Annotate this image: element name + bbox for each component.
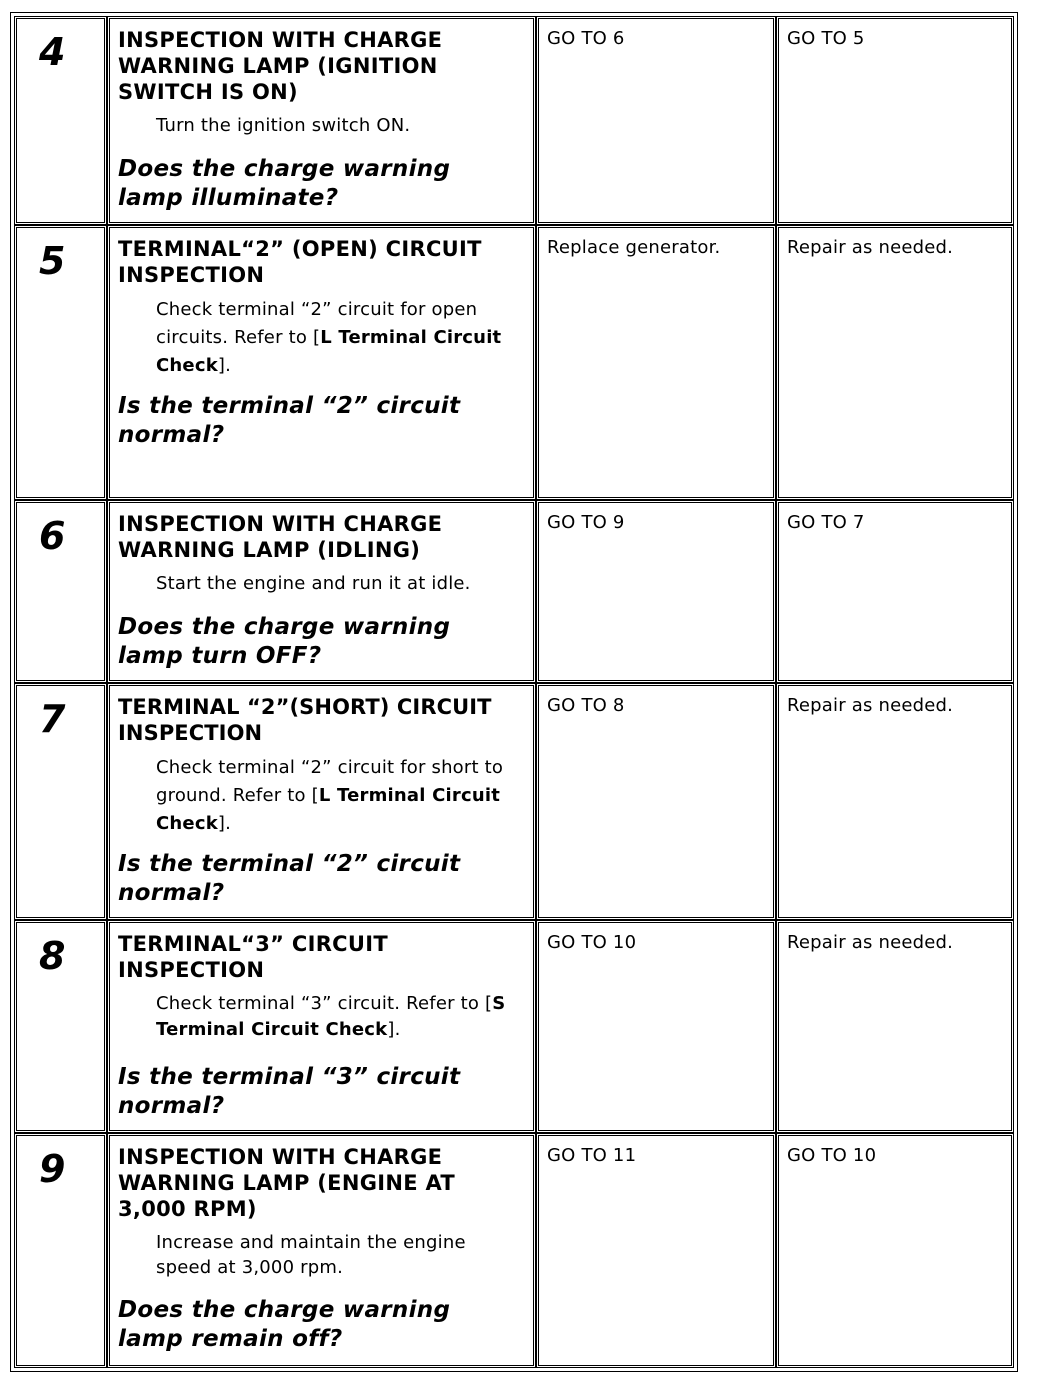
step-instruction: Increase and maintain the engine speed at 3,000 rpm. (156, 1232, 466, 1278)
no-action: GO TO 5 (787, 28, 865, 49)
step-number-cell (14, 225, 107, 500)
instruction-text: Check terminal “2” circuit for short to ground. Refer to [ (156, 757, 504, 806)
instruction-text: Check terminal “3” circuit. Refer to [ (156, 993, 493, 1014)
procedure-cell (107, 500, 536, 683)
step-instruction: Turn the ignition switch ON. (156, 115, 411, 136)
yes-action: GO TO 6 (547, 28, 625, 49)
procedure-cell (107, 225, 536, 500)
yes-action: GO TO 10 (547, 932, 637, 953)
step-instruction (156, 754, 516, 838)
step-number-cell (14, 1133, 107, 1368)
step-number-cell (14, 16, 107, 225)
yes-cell (536, 683, 776, 920)
yes-cell (536, 920, 776, 1133)
step-question: Is the terminal “2” circuit normal? (118, 393, 461, 448)
yes-cell (536, 225, 776, 500)
procedure-cell (107, 16, 536, 225)
procedure-cell (107, 920, 536, 1133)
procedure-cell (107, 683, 536, 920)
step-title: TERMINAL“2” (OPEN) CIRCUIT INSPECTION (118, 237, 482, 287)
step-number: 5 (39, 239, 66, 283)
step-number-cell (14, 920, 107, 1133)
step-title: INSPECTION WITH CHARGE WARNING LAMP (ENGINE AT 3,000 RPM) (118, 1145, 456, 1221)
yes-cell (536, 500, 776, 683)
yes-action: GO TO 11 (547, 1145, 637, 1166)
step-title: INSPECTION WITH CHARGE WARNING LAMP (IGNITION SWITCH IS ON) (118, 28, 443, 104)
no-action: GO TO 10 (787, 1145, 877, 1166)
step-instruction: Start the engine and run it at idle. (156, 573, 471, 594)
yes-action: GO TO 8 (547, 695, 625, 716)
step-title: TERMINAL “2”(SHORT) CIRCUIT INSPECTION (118, 695, 492, 745)
step-question: Does the charge warning lamp remain off? (118, 1297, 451, 1352)
no-action: Repair as needed. (787, 237, 954, 258)
yes-action: GO TO 9 (547, 512, 625, 533)
step-number-cell (14, 683, 107, 920)
procedure-cell (107, 1133, 536, 1368)
step-number-cell (14, 500, 107, 683)
no-action: GO TO 7 (787, 512, 865, 533)
step-title: TERMINAL“3” CIRCUIT INSPECTION (118, 932, 388, 982)
step-number: 8 (39, 934, 66, 978)
instruction-reference: L Terminal Circuit Check (156, 327, 502, 376)
step-question: Is the terminal “2” circuit normal? (118, 851, 461, 906)
no-action: Repair as needed. (787, 932, 954, 953)
yes-action: Replace generator. (547, 237, 721, 258)
step-instruction (156, 296, 516, 380)
step-number: 9 (39, 1147, 66, 1191)
step-question: Is the terminal “3” circuit normal? (118, 1064, 461, 1119)
instruction-text: ]. (217, 813, 232, 834)
no-cell (776, 16, 1014, 225)
instruction-text: ]. (387, 1019, 401, 1040)
no-action: Repair as needed. (787, 695, 954, 716)
yes-cell (536, 1133, 776, 1368)
step-question: Does the charge warning lamp turn OFF? (118, 614, 451, 669)
step-number: 4 (39, 30, 66, 74)
no-cell (776, 1133, 1014, 1368)
step-number: 7 (39, 697, 66, 741)
step-title: INSPECTION WITH CHARGE WARNING LAMP (IDLING) (118, 512, 443, 562)
instruction-text: ]. (217, 355, 232, 376)
no-cell (776, 500, 1014, 683)
no-cell (776, 920, 1014, 1133)
yes-cell (536, 16, 776, 225)
step-number: 6 (39, 514, 66, 558)
no-cell (776, 683, 1014, 920)
instruction-reference: S Terminal Circuit Check (156, 993, 506, 1040)
instruction-text: Check terminal “2” circuit for open circuits. Refer to [ (156, 299, 478, 348)
step-question: Does the charge warning lamp illuminate? (118, 156, 451, 211)
step-instruction (156, 991, 526, 1043)
instruction-reference: L Terminal Circuit Check (156, 785, 501, 834)
no-cell (776, 225, 1014, 500)
